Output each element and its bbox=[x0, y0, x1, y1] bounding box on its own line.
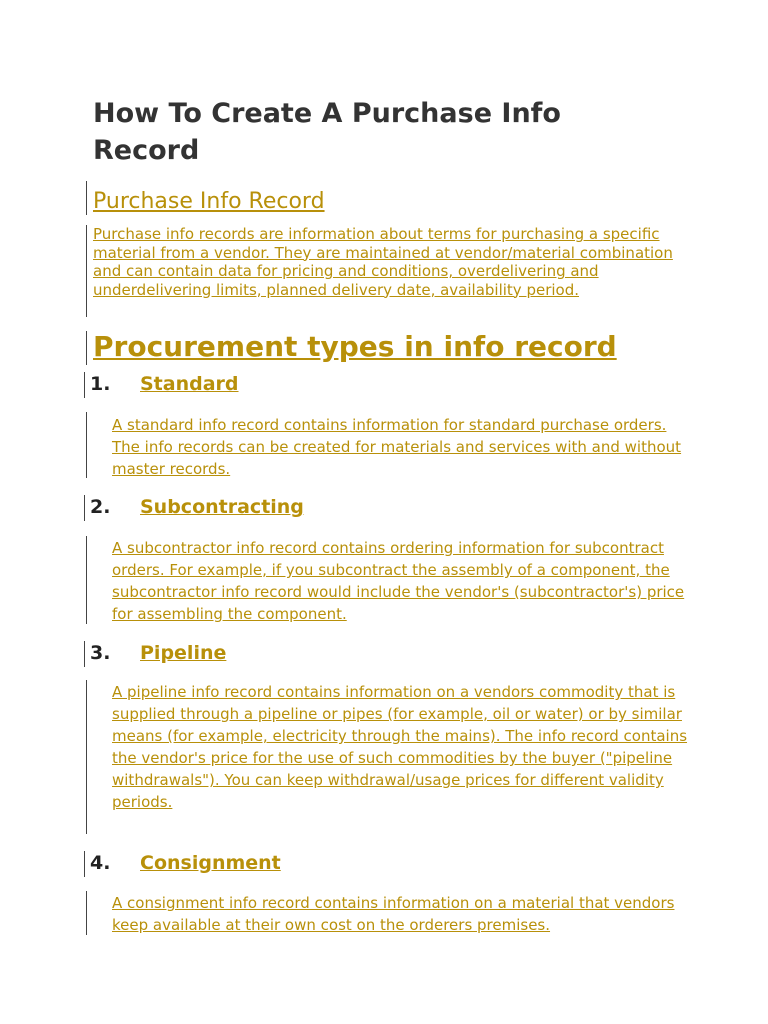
item-3-number: 3. bbox=[90, 642, 111, 664]
intro-paragraph[interactable]: Purchase info records are information about terms for purchasing a specific material from a vendor. They are maintained at vendor/material combination and can contain data for pricing and conditions, overdelivering and underdelivering limits, planned delivery date, availability period. bbox=[93, 225, 673, 299]
item-1-heading[interactable]: Standard bbox=[140, 373, 239, 395]
item-3-heading-rule bbox=[84, 641, 85, 667]
item-1-heading-rule bbox=[84, 372, 85, 398]
types-heading[interactable]: Procurement types in info record bbox=[93, 330, 617, 363]
intro-rule bbox=[86, 225, 87, 317]
item-3-body[interactable]: A pipeline info record contains information on a vendors commodity that is supplied through a pipeline or pipes (for example, oil or water) or by similar means (for example, electricity through the mains). The info record contains the vendor's price for the use of such commodities by the buyer ("pipeline withdrawals"). You can keep withdrawal/usage prices for different validity periods. bbox=[112, 683, 688, 811]
item-1-number: 1. bbox=[90, 373, 111, 395]
item-1-body-rule bbox=[86, 412, 87, 478]
item-2-number: 2. bbox=[90, 496, 111, 518]
heading-rule bbox=[86, 181, 87, 215]
item-4-number: 4. bbox=[90, 852, 111, 874]
item-4-body[interactable]: A consignment info record contains information on a material that vendors keep available at their own cost on the orderers premises. bbox=[112, 894, 675, 934]
item-4-body-rule bbox=[86, 891, 87, 935]
item-3-body-rule bbox=[86, 680, 87, 834]
item-2-body[interactable]: A subcontractor info record contains ordering information for subcontract orders. For example, if you subcontract the assembly of a component, the subcontractor info record would include the vendor's (subcontractor's) price for assembling the component. bbox=[112, 539, 685, 623]
item-3-heading[interactable]: Pipeline bbox=[140, 642, 227, 664]
item-4-heading[interactable]: Consignment bbox=[140, 852, 281, 874]
types-heading-rule bbox=[86, 331, 87, 365]
section-heading[interactable]: Purchase Info Record bbox=[93, 189, 325, 214]
item-4-heading-rule bbox=[84, 851, 85, 877]
item-1-body[interactable]: A standard info record contains information for standard purchase orders. The info records can be created for materials and services with and without master records. bbox=[112, 416, 682, 478]
page-title: How To Create A Purchase Info Record bbox=[93, 98, 561, 166]
item-2-heading[interactable]: Subcontracting bbox=[140, 496, 304, 518]
item-2-heading-rule bbox=[84, 495, 85, 521]
item-2-body-rule bbox=[86, 536, 87, 624]
